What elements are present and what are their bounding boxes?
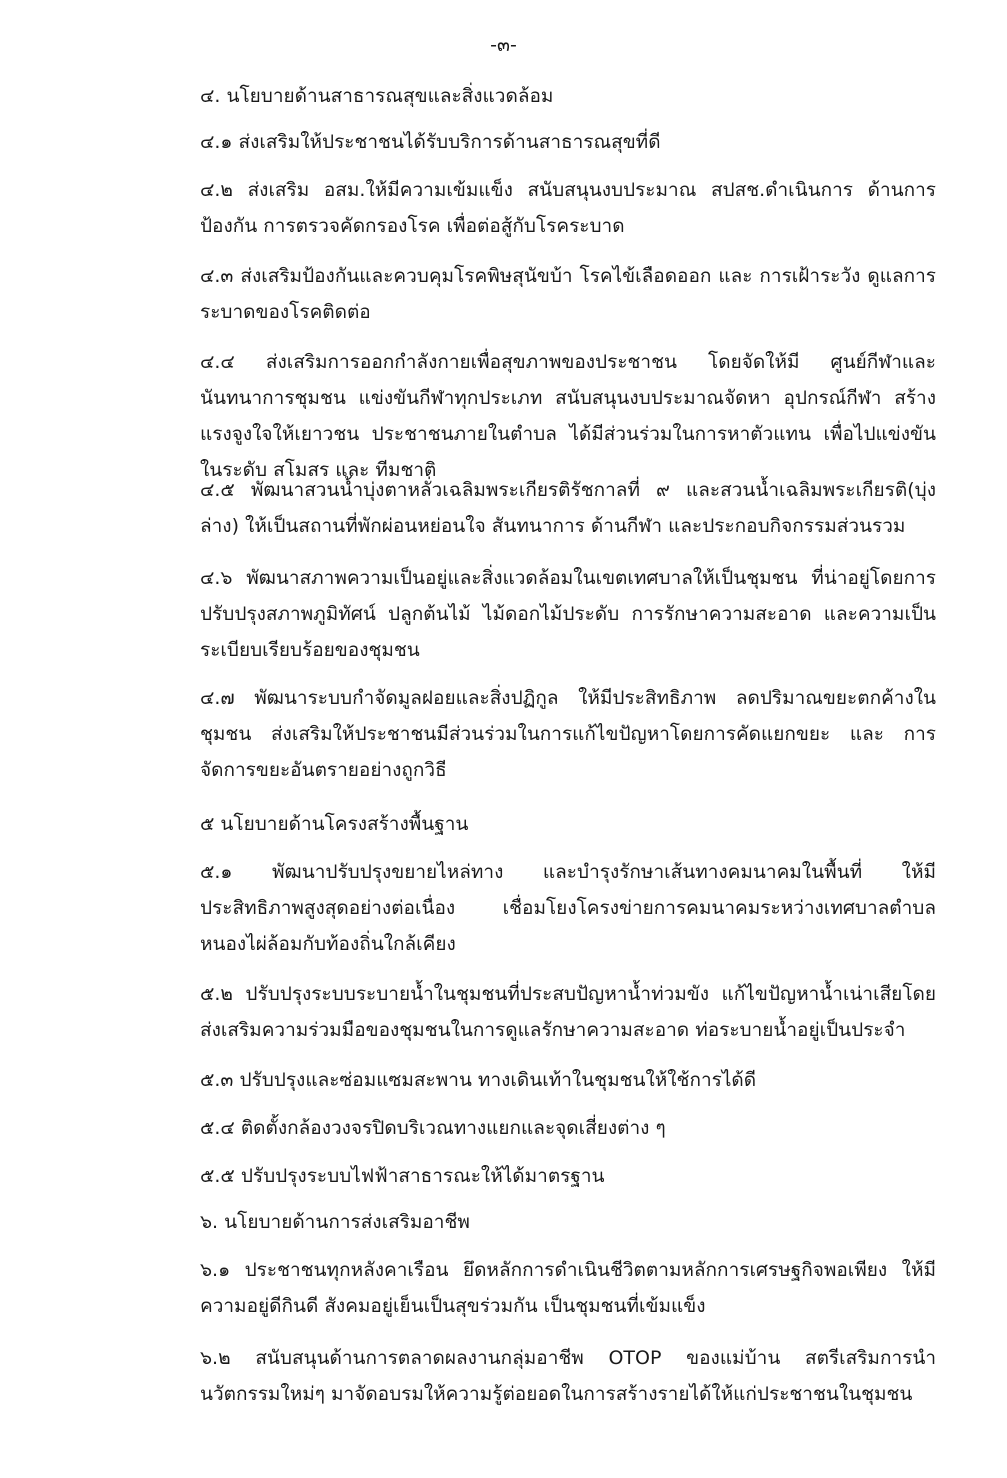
paragraph-4-2: [66, 172, 936, 244]
paragraph-text: ๕.๔ ติดตั้งกล้องวงจรปิดบริเวณทางแยกและจุดเสี่ยงต่าง ๆ: [200, 1117, 666, 1139]
section-4-heading: ๔. นโยบายด้านสาธารณสุขและสิ่งแวดล้อม: [200, 85, 554, 107]
paragraph-4-4: [66, 344, 936, 488]
paragraph-5-4: [66, 1110, 936, 1146]
paragraph-text: ๔.๖ พัฒนาสภาพความเป็นอยู่และสิ่งแวดล้อมในเขตเทศบาลให้เป็นชุมชน ที่น่าอยู่โดยการปรับปรุงสภาพภูมิทัศน์ ปลูกต้นไม้ ไม้ดอกไม้ประดับ การรักษาความสะอาด และความเป็นระเบียบเรียบร้อยของชุมชน: [200, 567, 936, 661]
paragraph-5-2: [66, 976, 936, 1048]
paragraph-text: ๕.๕ ปรับปรุงระบบไฟฟ้าสาธารณะให้ได้มาตรฐาน: [200, 1165, 605, 1187]
paragraph-5-1: [66, 854, 936, 962]
paragraph-text: ๕.๑ พัฒนาปรับปรุงขยายไหล่ทาง และบำรุงรักษาเส้นทางคมนาคมในพื้นที่ ให้มีประสิทธิภาพสูงสุดอย่างต่อเนื่อง เชื่อมโยงโครงข่ายการคมนาคมระหว่างเทศบาลตำบลหนองไผ่ล้อมกับท้องถิ่นใกล้เคียง: [200, 861, 936, 955]
paragraph-4-6: [66, 560, 936, 668]
paragraph-text: ๔.๗ พัฒนาระบบกำจัดมูลฝอยและสิ่งปฏิกูล ให้มีประสิทธิภาพ ลดปริมาณขยะตกค้างในชุมชน ส่งเสริมให้ประชาชนมีส่วนร่วมในการแก้ไขปัญหาโดยการคัดแยกขยะ และ การจัดการขยะอันตรายอย่างถูกวิธี: [200, 687, 936, 781]
section-5-heading: ๕ นโยบายด้านโครงสร้างพื้นฐาน: [200, 813, 469, 835]
paragraph-5-3: [66, 1062, 936, 1098]
section-6-heading: ๖. นโยบายด้านการส่งเสริมอาชีพ: [200, 1211, 470, 1233]
paragraph-4-3: [66, 258, 936, 330]
paragraph-text: ๔.๒ ส่งเสริม อสม.ให้มีความเข้มแข็ง สนับสนุนงบประมาณ สปสช.ดำเนินการ ด้านการป้องกัน การตรวจคัดกรองโรค เพื่อต่อสู้กับโรคระบาด: [200, 179, 936, 237]
paragraph-text: ๔.๔ ส่งเสริมการออกกำลังกายเพื่อสุขภาพของประชาชน โดยจัดให้มี ศูนย์กีฬาและนันทนาการชุมชน แข่งขันกีฬาทุกประเภท สนับสนุนงบประมาณจัดหา อุปกรณ์กีฬา สร้างแรงจูงใจให้เยาวชน ประชาชนภายในตำบล ได้มีส่วนร่วมในการหาตัวแทน เพื่อไปแข่งขันในระดับ สโมสร และ ทีมชาติ: [200, 351, 936, 481]
paragraph-4-7: [66, 680, 936, 788]
paragraph-text: ๖.๑ ประชาชนทุกหลังคาเรือน ยึดหลักการดำเนินชีวิตตามหลักการเศรษฐกิจพอเพียง ให้มีความอยู่ดีกินดี สังคมอยู่เย็นเป็นสุขร่วมกัน เป็นชุมชนที่เข้มแข็ง: [200, 1259, 936, 1317]
page-number: -๓-: [490, 34, 517, 56]
paragraph-4-5: [66, 472, 936, 544]
paragraph-text: ๔.๑ ส่งเสริมให้ประชาชนได้รับบริการด้านสาธารณสุขที่ดี: [200, 131, 661, 153]
paragraph-text: ๕.๓ ปรับปรุงและซ่อมแซมสะพาน ทางเดินเท้าในชุมชนให้ใช้การได้ดี: [200, 1069, 757, 1091]
paragraph-5-5: [66, 1158, 936, 1194]
paragraph-text: ๖.๒ สนับสนุนด้านการตลาดผลงานกลุ่มอาชีพ OTOP ของแม่บ้าน สตรีเสริมการนำนวัตกรรมใหม่ๆ มาจัดอบรมให้ความรู้ต่อยอดในการสร้างรายได้ให้แก่ประชาชนในชุมชน: [200, 1347, 936, 1405]
paragraph-text: ๔.๓ ส่งเสริมป้องกันและควบคุมโรคพิษสุนัขบ้า โรคไข้เลือดออก และ การเฝ้าระวัง ดูแลการระบาดของโรคติดต่อ: [200, 265, 936, 323]
paragraph-text: ๕.๒ ปรับปรุงระบบระบายน้ำในชุมชนที่ประสบปัญหาน้ำท่วมขัง แก้ไขปัญหาน้ำเน่าเสียโดยส่งเสริมความร่วมมือของชุมชนในการดูแลรักษาความสะอาด ท่อระบายน้ำอยู่เป็นประจำ: [200, 983, 936, 1041]
paragraph-text: ๔.๕ พัฒนาสวนน้ำบุ่งตาหลั่วเฉลิมพระเกียรติรัชกาลที่ ๙ และสวนน้ำเฉลิมพระเกียรติ(บุ่งล่าง) ให้เป็นสถานที่พักผ่อนหย่อนใจ สันทนาการ ด้านกีฬา และประกอบกิจกรรมส่วนรวม: [200, 479, 936, 537]
paragraph-6-2: [66, 1340, 936, 1412]
paragraph-4-1: [66, 124, 936, 160]
paragraph-6-1: [66, 1252, 936, 1324]
